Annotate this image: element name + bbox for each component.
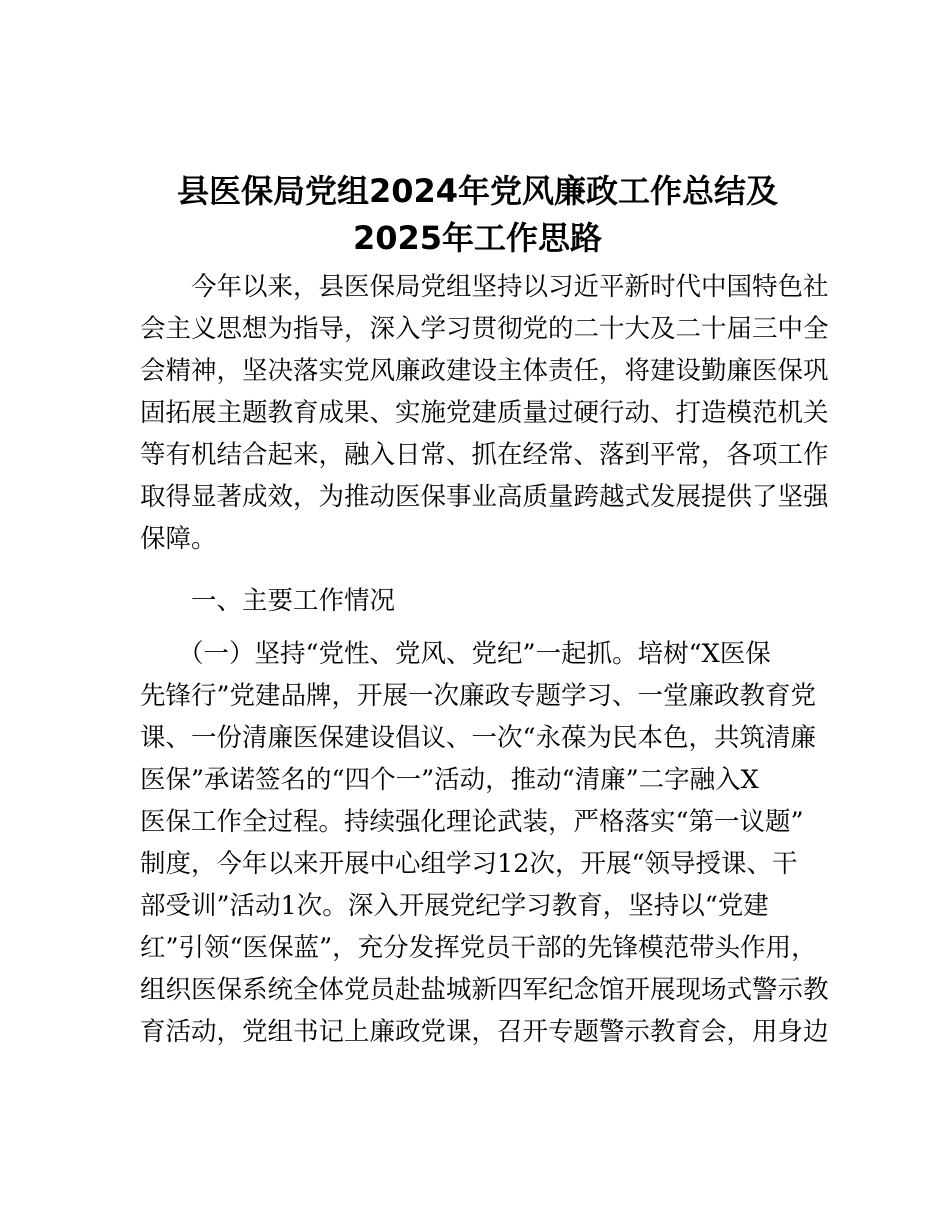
paragraph-line: 组织医保系统全体党员赴盐城新四军纪念馆开展现场式警示教 [140,975,829,1005]
paragraph-line: 医保工作全过程。持续强化理论武装，严格落实“第一议题” [140,807,804,837]
paragraph-line: 保障。 [140,524,217,554]
paragraph-line: 等有机结合起来，融入日常、抓在经常、落到平常，各项工作 [140,440,829,470]
paragraph-line: 课、一份清廉医保建设倡议、一次“永葆为民本色，共筑清廉 [140,723,817,753]
paragraph-line: 取得显著成效，为推动医保事业高质量跨越式发展提供了坚强 [140,482,829,512]
paragraph-line: 会主义思想为指导，深入学习贯彻党的二十大及二十届三中全 [140,314,829,344]
paragraph-line: 固拓展主题教育成果、实施党建质量过硬行动、打造模范机关 [140,398,829,428]
paragraph-line: 今年以来，县医保局党组坚持以习近平新时代中国特色社 [191,272,829,302]
paragraph-line: 制度，今年以来开展中心组学习12次，开展“领导授课、干 [140,849,798,879]
paragraph-line: 会精神，坚决落实党风廉政建设主体责任，将建设勤廉医保巩 [140,356,829,386]
paragraph-line: （一）坚持“党性、党风、党纪”一起抓。培树“X医保 [178,639,771,669]
document-title-line-2: 2025年工作思路 [352,219,603,257]
paragraph-line: 红”引领“医保蓝”，充分发挥党员干部的先锋模范带头作用， [140,933,817,963]
paragraph-line: 先锋行”党建品牌，开展一次廉政专题学习、一堂廉政教育党 [140,681,817,711]
paragraph-line: 部受训”活动1次。深入开展党纪学习教育，坚持以“党建 [140,891,769,921]
heading-line: 一、主要工作情况 [191,586,396,616]
document-title-line-1: 县医保局党组2024年党风廉政工作总结及 [176,172,779,210]
paragraph-line: 育活动，党组书记上廉政党课，召开专题警示教育会，用身边 [140,1017,829,1047]
paragraph-line: 医保”承诺签名的“四个一”活动，推动“清廉”二字融入X [140,765,759,795]
